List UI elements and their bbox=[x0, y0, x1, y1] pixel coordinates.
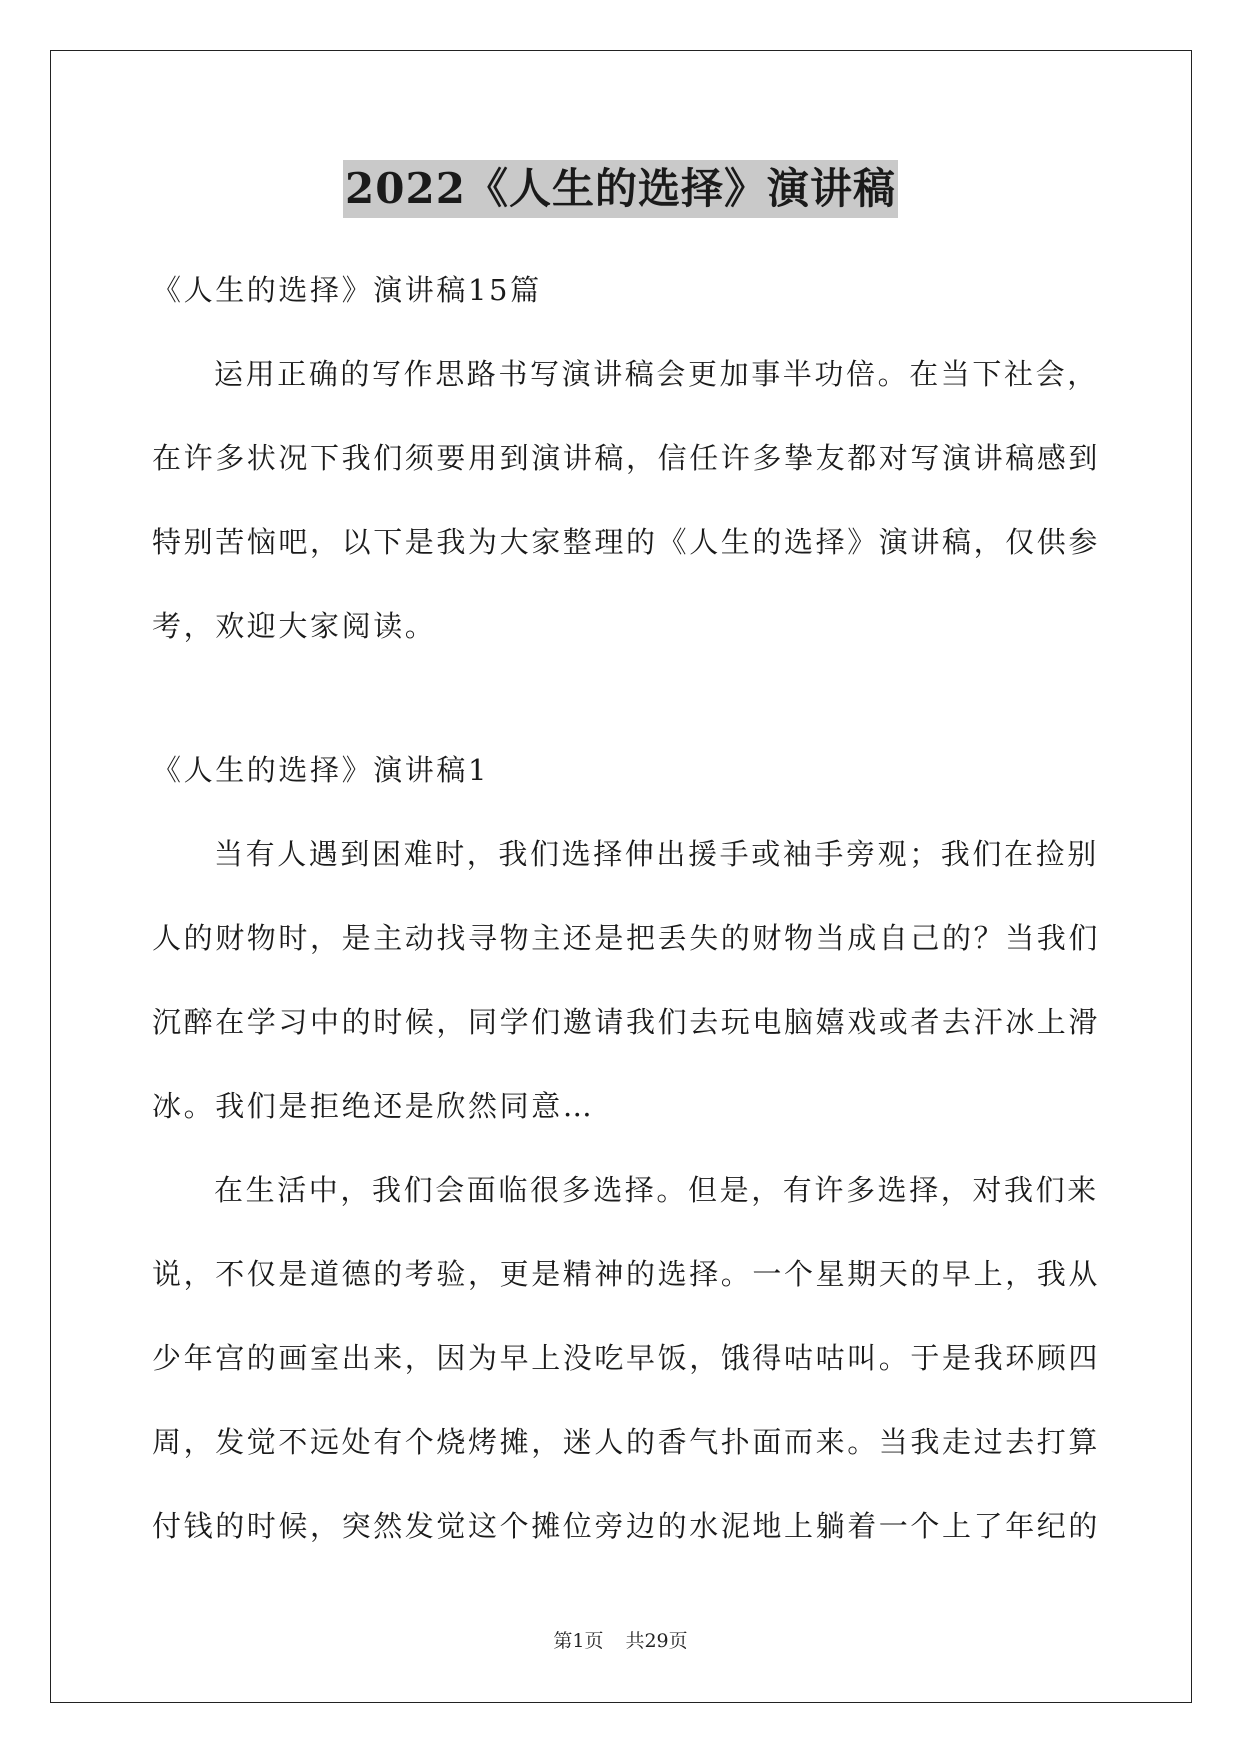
document-body bbox=[152, 262, 1101, 1582]
paragraph1-line: 当有人遇到困难时，我们选择伸出援手或袖手旁观；我们在捡别 bbox=[214, 837, 1099, 871]
subtitle: 《人生的选择》演讲稿15篇 bbox=[152, 273, 542, 307]
page-footer bbox=[0, 1626, 1241, 1653]
page-number: 第1页 bbox=[553, 1630, 604, 1652]
paragraph2-line: 在生活中，我们会面临很多选择。但是，有许多选择，对我们来 bbox=[214, 1173, 1099, 1207]
document-title: 2022《人生的选择》演讲稿 bbox=[343, 160, 898, 218]
page-total: 共29页 bbox=[625, 1630, 688, 1652]
title-wrap bbox=[0, 160, 1241, 218]
paragraph1-line: 沉醉在学习中的时候，同学们邀请我们去玩电脑嬉戏或者去汗冰上滑 bbox=[152, 1005, 1101, 1039]
paragraph1-line: 人的财物时，是主动找寻物主还是把丢失的财物当成自己的？当我们 bbox=[152, 921, 1101, 955]
paragraph2-line: 付钱的时候，突然发觉这个摊位旁边的水泥地上躺着一个上了年纪的 bbox=[152, 1509, 1101, 1543]
paragraph2-line: 周，发觉不远处有个烧烤摊，迷人的香气扑面而来。当我走过去打算 bbox=[152, 1425, 1101, 1459]
intro-line: 特别苦恼吧，以下是我为大家整理的《人生的选择》演讲稿，仅供参 bbox=[152, 525, 1101, 559]
paragraph1-line: 冰。我们是拒绝还是欣然同意… bbox=[152, 1089, 595, 1123]
paragraph2-line: 说，不仅是道德的考验，更是精神的选择。一个星期天的早上，我从 bbox=[152, 1257, 1101, 1291]
paragraph2-line: 少年宫的画室出来，因为早上没吃早饭，饿得咕咕叫。于是我环顾四 bbox=[152, 1341, 1101, 1375]
intro-line: 运用正确的写作思路书写演讲稿会更加事半功倍。在当下社会， bbox=[214, 357, 1099, 391]
intro-line: 在许多状况下我们须要用到演讲稿，信任许多挚友都对写演讲稿感到 bbox=[152, 441, 1101, 475]
section-heading: 《人生的选择》演讲稿1 bbox=[152, 753, 490, 787]
intro-line: 考，欢迎大家阅读。 bbox=[152, 609, 437, 643]
